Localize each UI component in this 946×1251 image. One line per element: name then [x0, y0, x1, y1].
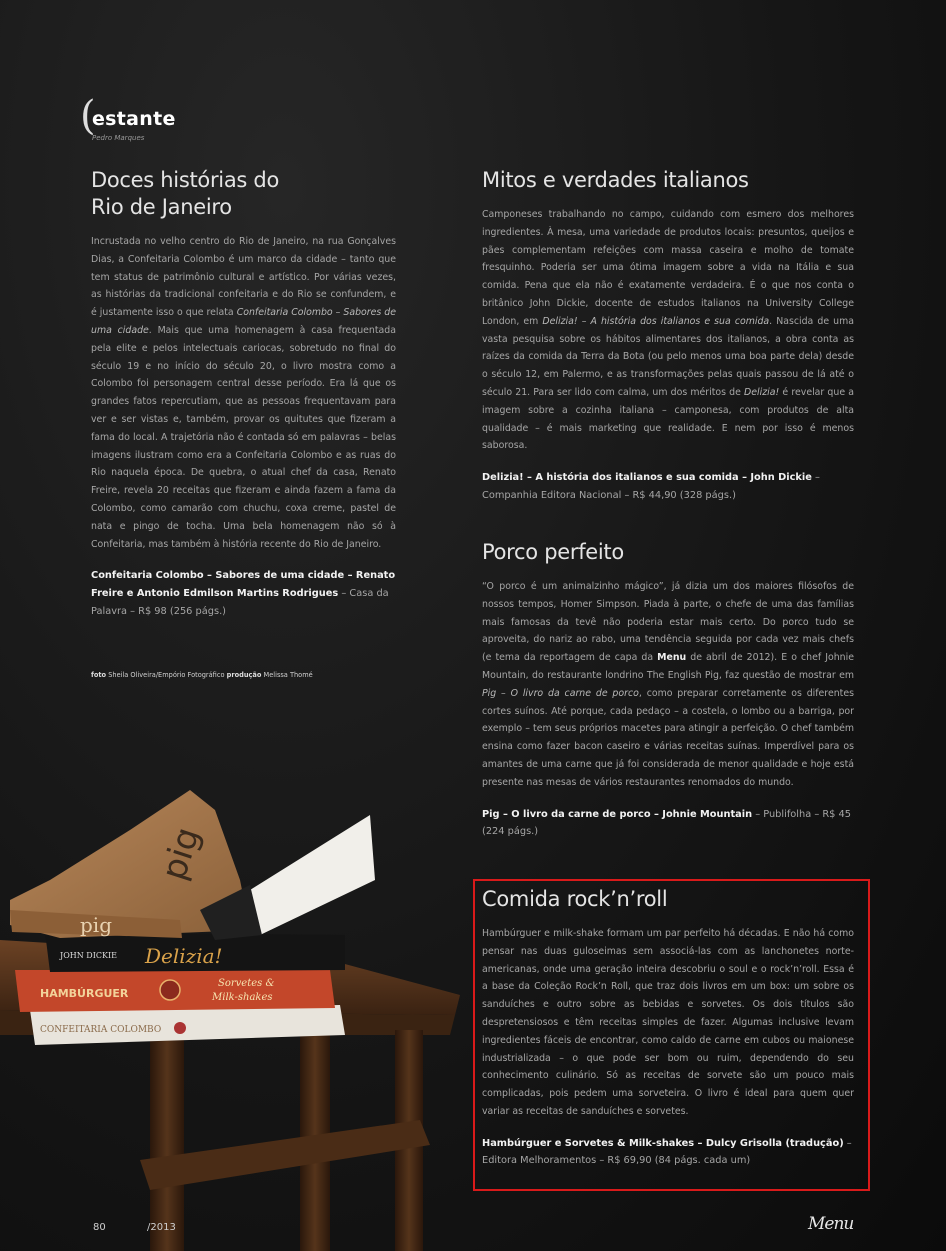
- article-title: [91, 167, 396, 221]
- book-delizia-title: Delizia!: [145, 944, 223, 968]
- section-author: Pedro Marques: [92, 134, 145, 142]
- article-confeitaria-colombo: [91, 167, 396, 620]
- menu-logo: Menu: [808, 1214, 854, 1234]
- table-leg: [150, 1035, 184, 1251]
- open-book-pages: [250, 815, 375, 935]
- page-number: 80: [93, 1222, 106, 1233]
- article-title: Comida rock’n’roll: [482, 887, 668, 911]
- colombo-logo-icon: [174, 1022, 186, 1034]
- book-credit: Hambúrguer e Sorvetes & Milk-shakes – Dulcy Grisolla (tradução) – Editora Melhoramentos – R$ 69,90 (84 págs. cada um): [482, 1137, 852, 1167]
- issue-date: /2013: [147, 1222, 176, 1233]
- article-body: Camponeses trabalhando no campo, cuidando com esmero dos melhores ingredientes. À mesa, uma variedade de produtos locais: presuntos, queijos e pães complementam refeições com massa caseira e molho de tomate fresquinho. Poderia ser uma ótima imagem sobre a vida na Itália e sua comida. Pena que ela não é exatamente verdadeira. É o que nos conta o britânico John Dickie, docente de estudos italianos na University College London, em Delizia! – A história dos italianos e sua comida. Nascida de uma vasta pesquisa sobre os hábitos alimentares dos italianos, a obra conta as raízes da comida da Terra da Bota (ou pelo menos uma boa parte dela) desde o século 12, em Palermo, e as transformações pelas quais passou de lá até o século 21. Para ser lido com calma, um dos méritos de Delizia! é revelar que a imagem sobre a cozinha italiana – camponesa, com produtos de alta qualidade – é mais marketing que realidade. E nem por isso é menos saborosa.: [482, 209, 854, 452]
- article-body: “O porco é um animalzinho mágico”, já dizia um dos maiores filósofos de nossos tempos, Homer Simpson. Piada à parte, o chefe de uma das famílias mais famosas da tevê não poderia estar mais certo. Do porco tudo se aproveita, do nariz ao rabo, uma tendência seguida por cada vez mais chefs (e tema da reportagem de capa da Menu de abril de 2012). E o chef Johnie Mountain, do restaurante londrino The English Pig, faz questão de mostrar em Pig – O livro da carne de porco, como preparar corretamente os diferentes cortes suínos. Até porque, cada pedaço – a costela, o lombo ou a barriga, por exemplo – tem seus próprios macetes para atingir a perfeição. O chef também ensina como fazer bacon caseiro e várias receitas suínas. Imperdível para os amantes de uma carne que já foi considerada de menor qualidade e hoje está presente nas mesas de vários restaurantes renomados do mundo.: [482, 581, 854, 788]
- article-delizia: [482, 167, 854, 504]
- article-title: Mitos e verdades italianos: [482, 168, 749, 192]
- article-title-line2: Rio de Janeiro: [91, 195, 232, 219]
- photo-credit: foto Sheila Oliveira/Empório Fotográfico produção Melissa Thomé: [91, 671, 313, 679]
- article-pig: [482, 539, 854, 841]
- books-on-table-photo: [0, 760, 470, 1251]
- book-credit: Delizia! – A história dos italianos e sua comida – John Dickie – Companhia Editora Nacional – R$ 44,90 (328 págs.): [482, 472, 820, 501]
- book-sorvetes-line1: Sorvetes &: [218, 978, 275, 989]
- section-title: estante: [92, 108, 176, 130]
- book-sorvetes-line2: Milk-shakes: [212, 992, 273, 1003]
- article-title: Porco perfeito: [482, 540, 624, 564]
- book-pig-spine-label: pig: [80, 913, 113, 937]
- highlight-box: [473, 879, 870, 1191]
- book-hamburguer-label: HAMBÚRGUER: [40, 987, 129, 1000]
- book-colombo-label: CONFEITARIA COLOMBO: [40, 1025, 162, 1035]
- book-delizia-author: JOHN DICKIE: [60, 951, 117, 960]
- article-body: Hambúrguer e milk-shake formam um par perfeito há décadas. E não há como pensar nas duas guloseimas sem associá-las com as lanchonetes norte-americanas, onde uma geração inteira descobriu o soul e o rock’n’roll. Essa é a base da Coleção Rock’n Roll, que traz dois livros em um box: um sobre os sanduíches e outro sobre as bebidas e sorvetes. Os dois títulos são despretensiosos e têm receitas simples de fazer. Algumas inclusive levam ingredientes fáceis de encontrar, como caldo de carne em cubos ou maionese industrializada – o que pode ser bom ou ruim, dependendo do seu conhecimento culinário. Só as receitas de sorvete são um pouco mais complicadas, pois pedem uma sorveteira. O livro é ideal para quem quer variar as receitas de sanduíches e sorvetes.: [482, 928, 854, 1117]
- burger-emblem-icon: [160, 980, 180, 1000]
- book-credit: Confeitaria Colombo – Sabores de uma cidade – Renato Freire e Antonio Edmilson Martins Rodrigues – Casa da Palavra – R$ 98 (256 págs.): [91, 570, 396, 617]
- book-credit: Pig – O livro da carne de porco – Johnie Mountain – Publifolha – R$ 45 (224 págs.): [482, 808, 851, 838]
- section-bracket-icon: (: [80, 93, 96, 139]
- book-pig-cover-label: pig: [153, 822, 209, 885]
- article-body: Incrustada no velho centro do Rio de Janeiro, na rua Gonçalves Dias, a Confeitaria Colombo é um marco da cidade – tanto que tem status de patrimônio cultural e artístico. Por várias vezes, as histórias da tradicional confeitaria e do Rio se confundem, e é justamente isso o que relata Confeitaria Colombo – Sabores de uma cidade. Mais que uma homenagem à casa frequentada pela elite e pelos intelectuais cariocas, sobretudo no final do século 19 e no início do século 20, o livro mostra como a Colombo foi personagem central desse período. Era lá que os grandes fatos repercutiam, que as pessoas frequentavam para ver e ser vistas e, também, provar os quitutes que fizeram a fama do local. A trajetória não é contada só em palavras – belas imagens ilustram como era a Confeitaria Colombo e as ruas do Rio naquela época. De quebra, o atual chef da casa, Renato Freire, revela 20 receitas que fizeram e ainda fazem a fama da Colombo, como camarão com chuchu, coxa creme, pastel de nata e pingo de tocha. Uma bela homenagem não só à Confeitaria, mas também à história recente do Rio de Janeiro.: [91, 236, 396, 550]
- article-title-line1: Doces histórias do: [91, 168, 279, 192]
